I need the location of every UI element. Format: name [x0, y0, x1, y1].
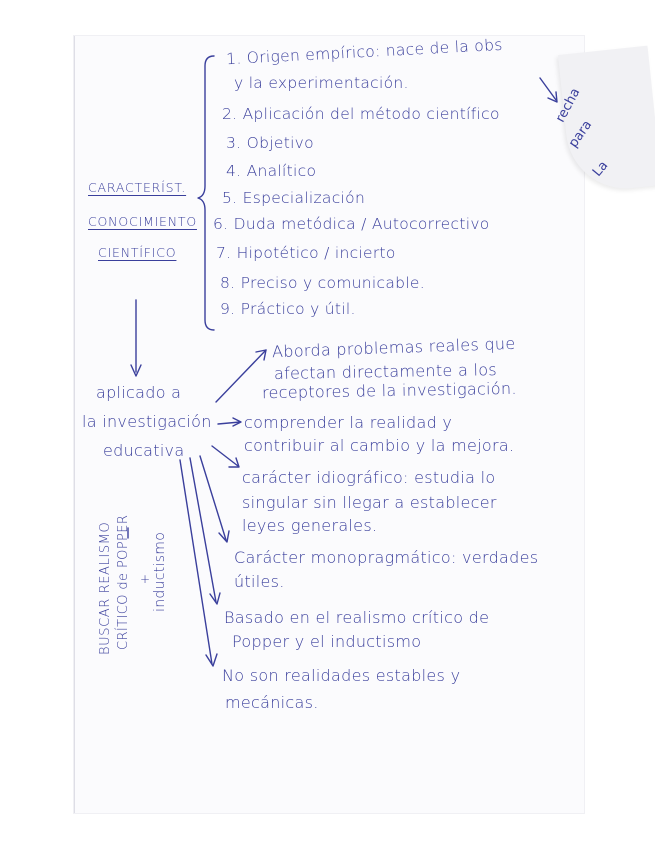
flap-fragment: para: [566, 117, 596, 151]
outcome-line: Aborda problemas reales que: [271, 333, 516, 362]
feature-item: 6. Duda metódica / Autocorrectivo: [213, 215, 490, 233]
applied-line-2: la investigación: [82, 412, 212, 431]
flap-fragment: La: [590, 158, 612, 180]
outcome-line: carácter idiográfico: estudia lo: [242, 468, 496, 487]
side-note-plus: +: [140, 572, 151, 586]
outcome-line: contribuir al cambio y la mejora.: [244, 436, 515, 455]
feature-item: y la experimentación.: [234, 74, 409, 92]
outcome-line: Carácter monopragmático: verdades: [234, 548, 539, 567]
outcome-line: mecánicas.: [225, 693, 319, 712]
feature-item: 3. Objetivo: [226, 134, 314, 152]
feature-item: 7. Hipotético / incierto: [216, 244, 396, 262]
side-note-line-3: inductismo: [152, 531, 168, 612]
flap-fragment: recha: [553, 85, 584, 126]
feature-item: 5. Especialización: [222, 189, 366, 207]
side-note-line-2: CRÍTICO de POPPER: [116, 514, 131, 650]
heading-line-1: CARACTERÍST.: [88, 180, 187, 195]
outcome-line: Basado en el realismo crítico de: [224, 608, 490, 627]
outcome-line: leyes generales.: [242, 516, 378, 535]
feature-item: 8. Preciso y comunicable.: [220, 274, 425, 292]
outcome-line: comprender la realidad y: [244, 413, 453, 432]
feature-item: 2. Aplicación del método científico: [222, 105, 500, 123]
applied-line-3: educativa: [103, 441, 185, 460]
side-note-line-1: BUSCAR REALISMO: [98, 521, 113, 655]
feature-item: 1. Origen empírico: nace de la obs: [225, 35, 504, 69]
feature-item: 4. Analítico: [226, 162, 317, 180]
outcome-line: Popper y el inductismo: [232, 632, 422, 651]
feature-item: 9. Práctico y útil.: [220, 300, 356, 318]
outcome-line: útiles.: [234, 572, 285, 591]
heading-line-2: CONOCIMIENTO: [88, 214, 197, 229]
outcome-line: No son realidades estables y: [222, 666, 461, 685]
heading-line-3: CIENTÍFICO: [98, 245, 177, 260]
outcome-line: singular sin llegar a establecer: [242, 493, 497, 512]
outcome-line: receptores de la investigación.: [261, 378, 517, 403]
outcome-line: afectan directamente a los: [273, 360, 498, 383]
applied-line-1: aplicado a: [96, 383, 182, 402]
